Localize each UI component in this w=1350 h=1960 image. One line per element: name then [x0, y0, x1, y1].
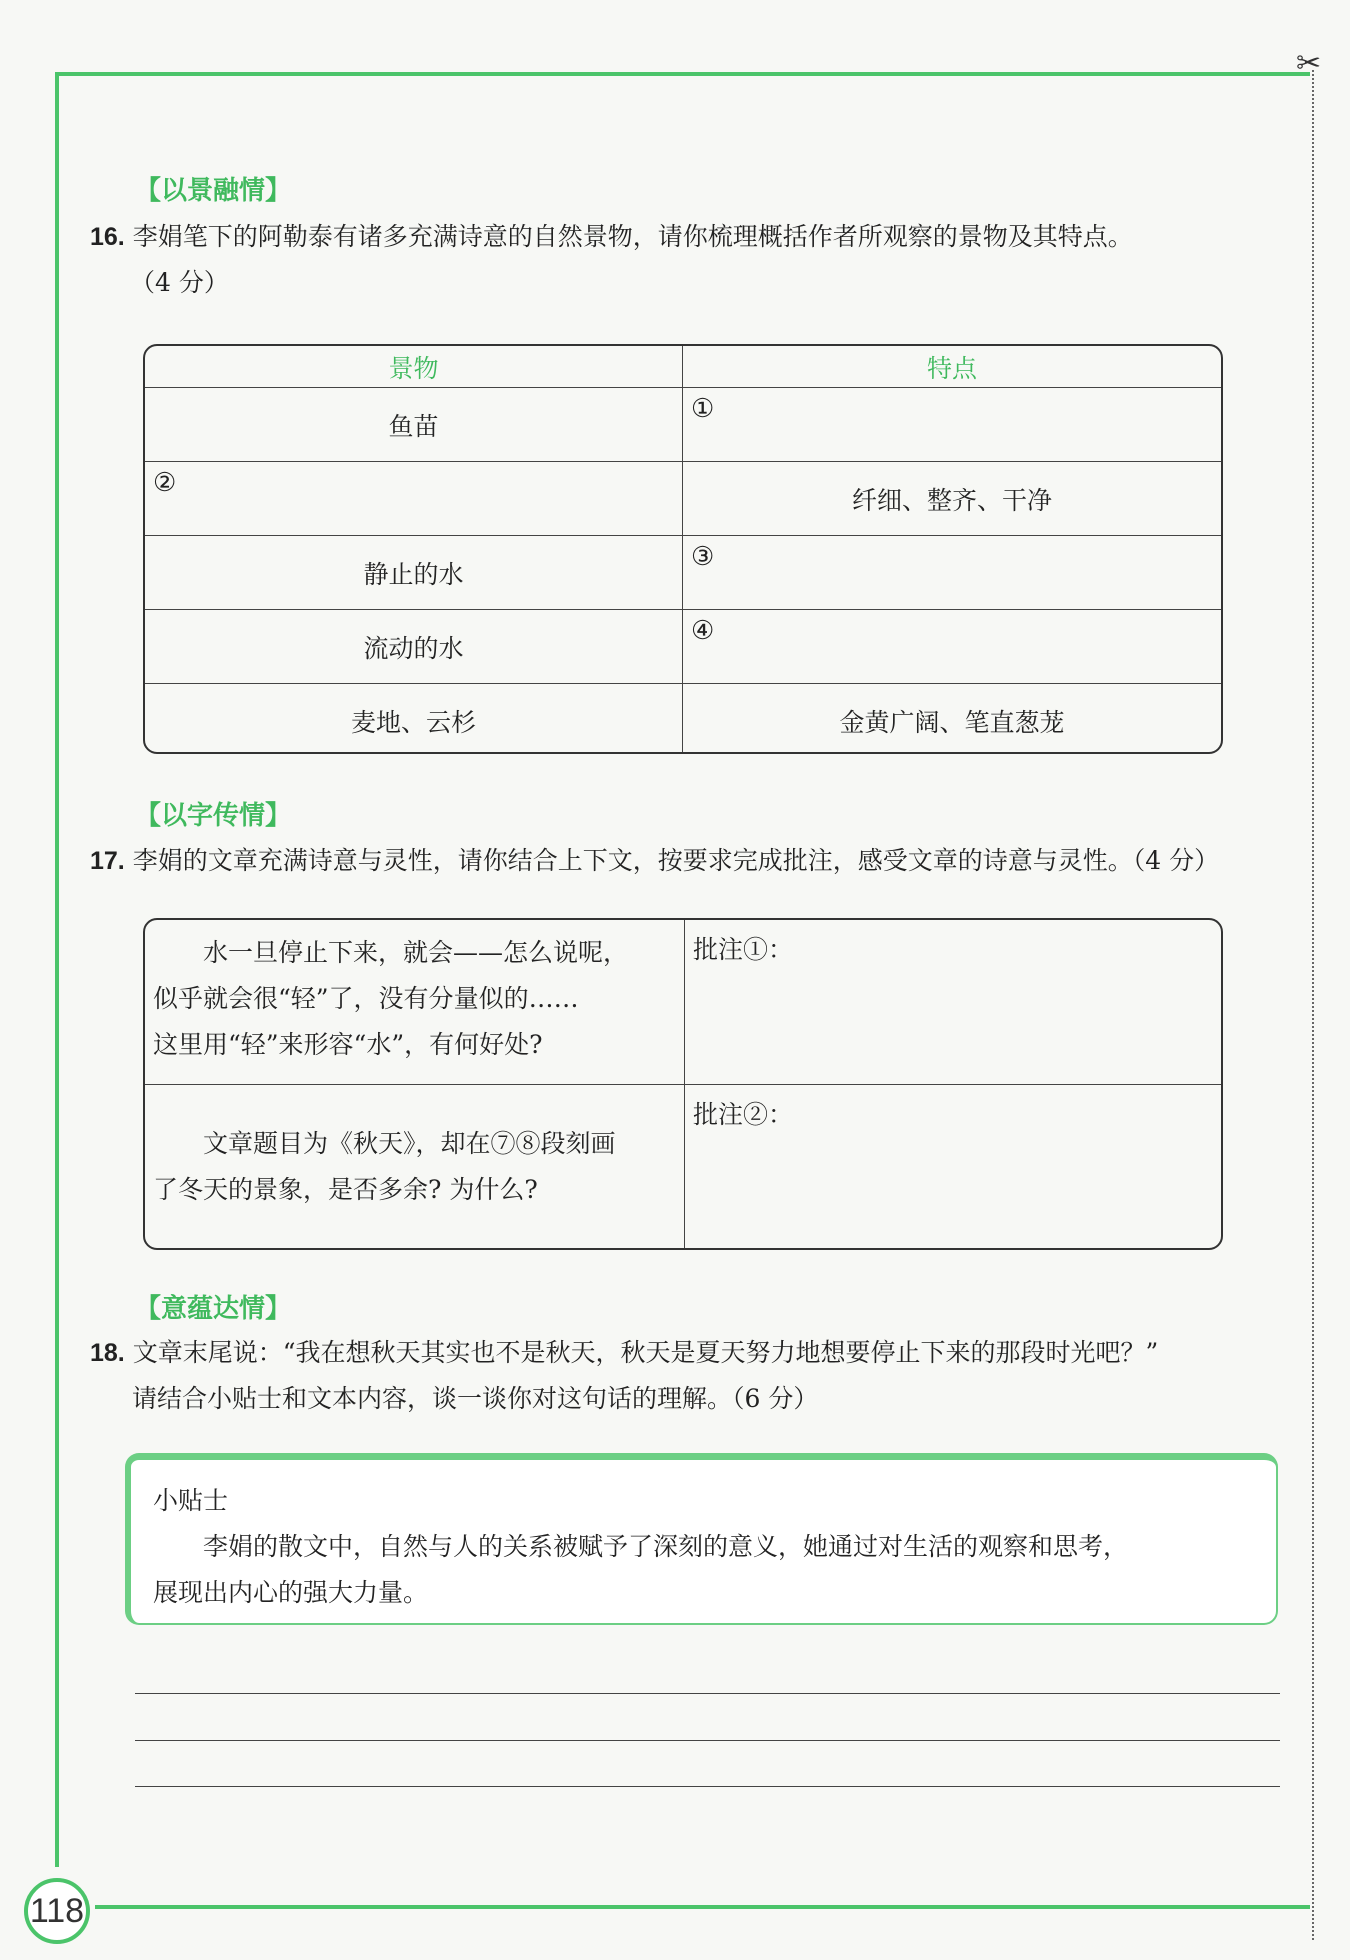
table-row — [145, 461, 1221, 535]
table-row — [145, 535, 1221, 609]
question-18-line1: 文章末尾说：“我在想秋天其实也不是秋天，秋天是夏天努力地想要停止下来的那段时光吧？” — [132, 1338, 1159, 1367]
scenery-table — [143, 344, 1223, 754]
question-16-text: 李娟笔下的阿勒泰有诸多充满诗意的自然景物，请你梳理概括作者所观察的景物及其特点。 — [132, 222, 1133, 251]
scene-cell — [145, 536, 683, 609]
table-row — [145, 683, 1221, 754]
section-tag-17: 【以字传情】 — [135, 801, 292, 831]
question-18-line2: 请结合小贴士和文本内容，谈一谈你对这句话的理解。（6 分） — [132, 1384, 819, 1413]
quote-cell — [145, 920, 685, 1084]
scene-mark: ② — [153, 468, 177, 498]
table-row — [145, 387, 1221, 461]
quote-line: 了冬天的景象，是否多余? 为什么? — [153, 1175, 538, 1204]
answer-line[interactable] — [135, 1740, 1280, 1741]
tip-body: 李娟的散文中，自然与人的关系被赋予了深刻的意义，她通过对生活的观察和思考， — [203, 1532, 1129, 1561]
answer-line[interactable] — [135, 1693, 1280, 1694]
scene-text: 静止的水 — [363, 559, 464, 589]
feature-mark: ① — [691, 394, 715, 424]
question-17-text: 李娟的文章充满诗意与灵性，请你结合上下文，按要求完成批注，感受文章的诗意与灵性。（4 分） — [132, 846, 1220, 875]
scene-text: 麦地、云杉 — [350, 707, 476, 737]
question-17-number: 17. — [90, 847, 125, 875]
tip-box — [125, 1453, 1278, 1625]
feature-mark: ③ — [691, 542, 715, 572]
table-row — [145, 609, 1221, 683]
scene-cell — [145, 610, 683, 683]
scene-cell[interactable] — [145, 462, 683, 535]
tip-title: 小贴士 — [153, 1486, 229, 1515]
header-scene: 景物 — [145, 346, 683, 387]
question-16 — [90, 214, 1290, 306]
quote-question: 这里用“轻”来形容“水”，有何好处? — [153, 1030, 543, 1059]
question-17 — [90, 838, 1290, 884]
quote-line: 文章题目为《秋天》，却在⑦⑧段刻画 — [203, 1129, 616, 1158]
quote-line: 似乎就会很“轻”了，没有分量似的…… — [153, 984, 579, 1013]
table-header-row — [145, 346, 1221, 387]
feature-mark: ④ — [691, 616, 715, 646]
feature-cell[interactable] — [683, 536, 1221, 609]
feature-cell — [683, 462, 1221, 535]
header-feature: 特点 — [926, 353, 977, 383]
section-tag-16: 【以景融情】 — [135, 176, 292, 206]
question-16-number: 16. — [90, 223, 125, 251]
scene-text: 流动的水 — [363, 633, 464, 663]
annotation-cell[interactable] — [685, 1085, 1221, 1248]
section-tag-18: 【意蕴达情】 — [135, 1294, 292, 1324]
bottom-border — [95, 1905, 1310, 1909]
scene-cell — [145, 388, 683, 461]
annotation-label: 批注②： — [693, 1100, 794, 1129]
annotation-table — [143, 918, 1223, 1250]
annotation-row — [145, 1084, 1221, 1248]
question-18-number: 18. — [90, 1339, 125, 1367]
scissors-icon: ✂ — [1296, 46, 1322, 81]
question-16-score: （4 分） — [130, 268, 229, 297]
annotation-row — [145, 920, 1221, 1084]
annotation-label: 批注①： — [693, 935, 794, 964]
feature-text: 金黄广阔、笔直葱茏 — [839, 707, 1065, 737]
tip-body: 展现出内心的强大力量。 — [153, 1578, 429, 1607]
feature-text: 纤细、整齐、干净 — [851, 485, 1052, 515]
question-18 — [90, 1330, 1290, 1422]
left-border — [55, 72, 59, 1867]
feature-cell[interactable] — [683, 610, 1221, 683]
feature-cell[interactable] — [683, 388, 1221, 461]
scene-text: 鱼苗 — [388, 411, 439, 441]
cut-line — [1312, 70, 1314, 1940]
quote-cell — [145, 1085, 685, 1248]
quote-line: 水一旦停止下来，就会——怎么说呢， — [203, 938, 629, 967]
page-number: 118 — [24, 1878, 90, 1944]
scene-cell — [145, 684, 683, 754]
annotation-cell[interactable] — [685, 920, 1221, 1084]
top-border — [55, 72, 1310, 76]
feature-cell — [683, 684, 1221, 754]
answer-line[interactable] — [135, 1786, 1280, 1787]
